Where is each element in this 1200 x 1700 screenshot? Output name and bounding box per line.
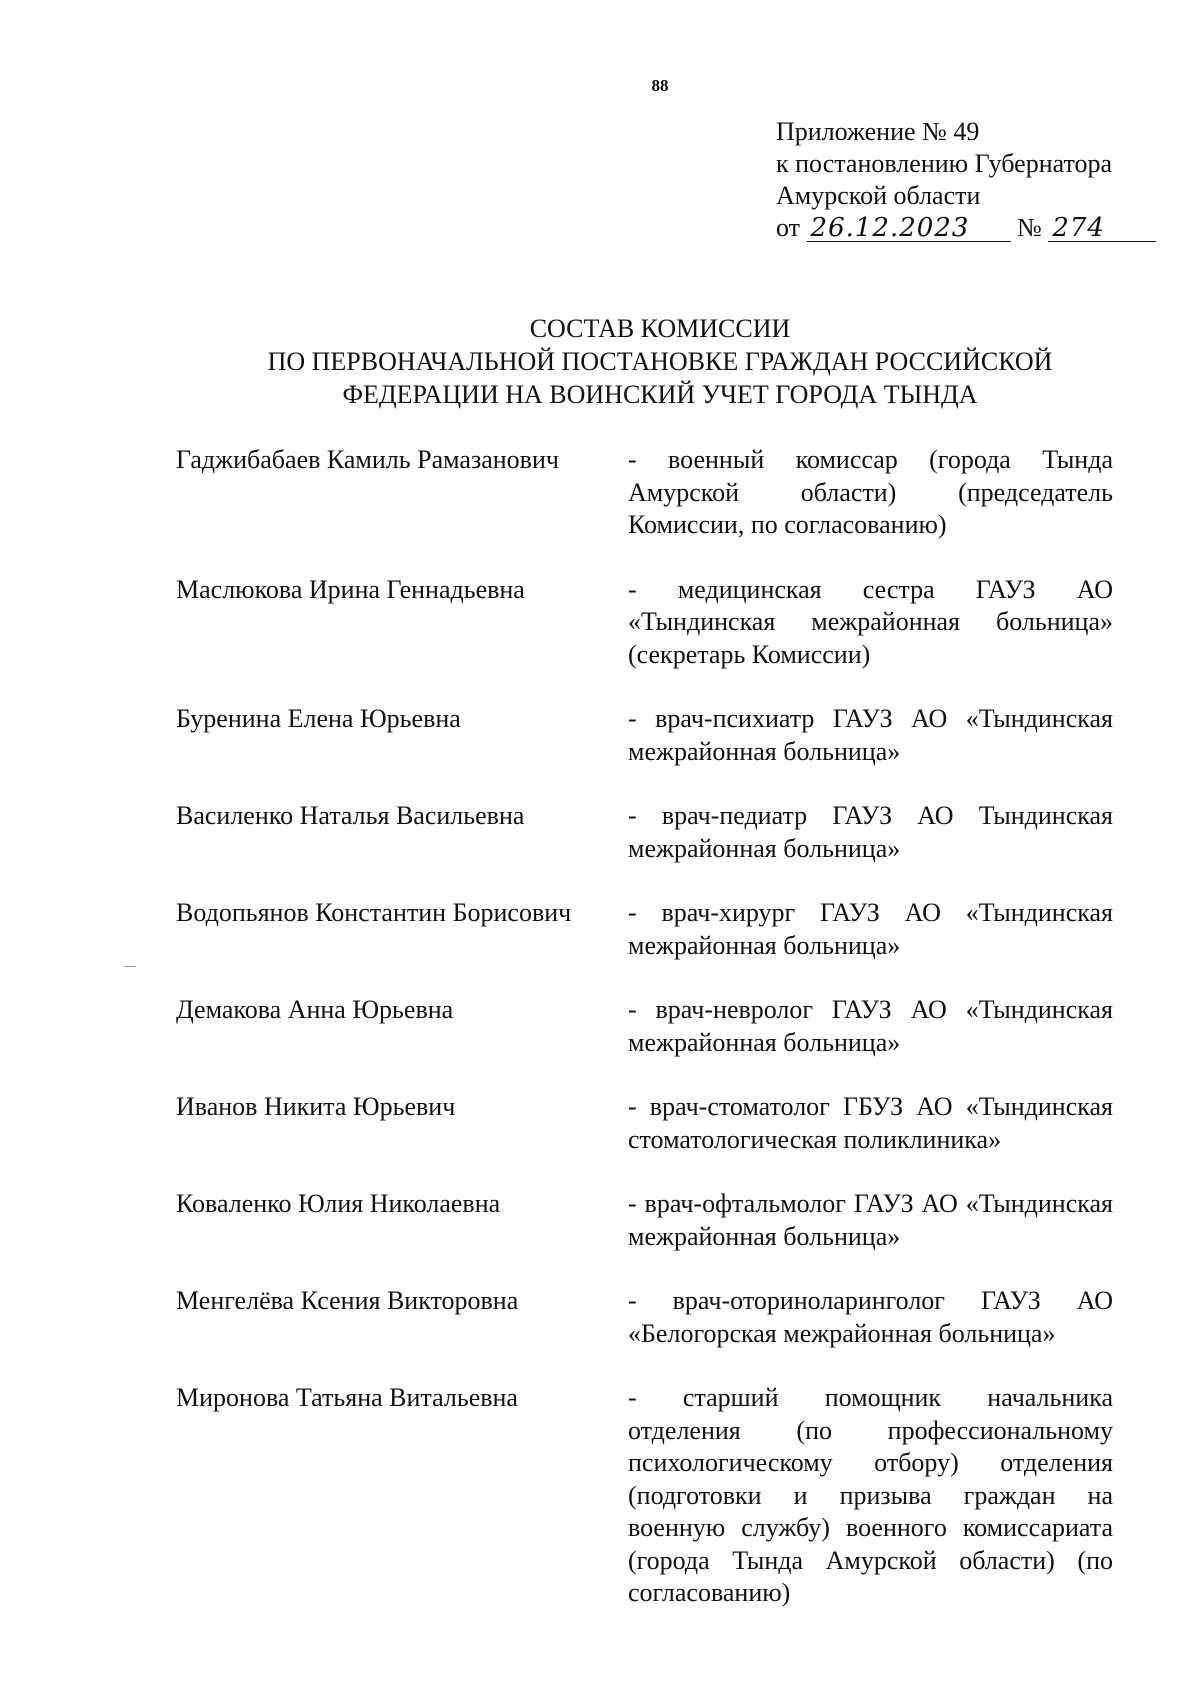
member-row xyxy=(176,703,1116,768)
member-role: - врач-педиатр ГАУЗ АО Тындинская межрайонная больница» xyxy=(628,801,1113,863)
title-line-3: ФЕДЕРАЦИИ НА ВОИНСКИЙ УЧЕТ ГОРОДА ТЫНДА xyxy=(342,380,978,409)
member-name: Миронова Татьяна Витальевна xyxy=(176,1383,518,1412)
member-name: Водопьянов Константин Борисович xyxy=(176,898,572,927)
member-role: - врач-хирург ГАУЗ АО «Тындинская межрайонная больница» xyxy=(628,898,1113,960)
member-name: Василенко Наталья Васильевна xyxy=(176,801,525,830)
title-line-1: СОСТАВ КОМИССИИ xyxy=(529,314,791,343)
member-name: Демакова Анна Юрьевна xyxy=(176,995,454,1024)
appendix-date-line xyxy=(776,212,1156,244)
member-role: - врач-психиатр ГАУЗ АО «Тындинская межрайонная больница» xyxy=(628,704,1113,766)
member-role: - врач-невролог ГАУЗ АО «Тындинская межрайонная больница» xyxy=(628,995,1113,1057)
member-name: Маслюкова Ирина Геннадьевна xyxy=(176,574,525,604)
member-role: - врач-стоматолог ГБУЗ АО «Тындинская стоматологическая поликлиника» xyxy=(628,1092,1113,1154)
member-name: Коваленко Юлия Николаевна xyxy=(176,1189,501,1218)
document-title xyxy=(0,312,1200,411)
member-row xyxy=(176,1382,1116,1610)
member-role: - врач-оториноларинголог ГАУЗ АО «Белогорская межрайонная больница» xyxy=(628,1286,1113,1348)
member-row xyxy=(176,1188,1116,1253)
member-name: Гаджибабаев Камиль Рамазанович xyxy=(176,445,559,474)
member-row xyxy=(176,800,1116,865)
member-row xyxy=(176,574,1116,672)
appendix-line-3: Амурской области xyxy=(776,181,981,210)
appendix-from-label: от xyxy=(776,213,801,242)
member-row xyxy=(176,897,1116,962)
appendix-block xyxy=(776,116,1156,244)
member-name: Иванов Никита Юрьевич xyxy=(176,1092,456,1121)
member-row xyxy=(176,444,1116,542)
member-role: - врач-офтальмолог ГАУЗ АО «Тындинская межрайонная больница» xyxy=(628,1189,1113,1251)
margin-mark xyxy=(124,966,136,967)
page-number: 88 xyxy=(651,76,669,95)
member-row xyxy=(176,994,1116,1059)
member-name: Менгелёва Ксения Викторовна xyxy=(176,1286,519,1315)
appendix-date-handwritten: 26.12.2023 xyxy=(807,215,1011,242)
appendix-line-1: Приложение № 49 xyxy=(776,117,980,146)
appendix-number-label: № xyxy=(1017,213,1042,242)
member-row xyxy=(176,1091,1116,1156)
appendix-number-handwritten: 274 xyxy=(1048,215,1156,242)
title-line-2: ПО ПЕРВОНАЧАЛЬНОЙ ПОСТАНОВКЕ ГРАЖДАН РОССИЙСКОЙ xyxy=(267,347,1053,376)
member-role: - медицинская сестра ГАУЗ АО «Тындинская межрайонная больница» (секретарь Комиссии) xyxy=(628,574,1113,669)
member-role: - старший помощник начальника отделения (по профессиональному психологическому отбору) отделения (подготовки и призыва граждан на военную службу) военного комиссариата (города Тында Амурской области) (по согласованию) xyxy=(628,1383,1113,1607)
appendix-line-2: к постановлению Губернатора xyxy=(776,149,1113,178)
member-name: Буренина Елена Юрьевна xyxy=(176,704,461,733)
member-row xyxy=(176,1285,1116,1350)
member-role: - военный комиссар (города Тында Амурской области) (председатель Комиссии, по согласованию) xyxy=(628,445,1113,539)
members-list xyxy=(176,444,1116,1610)
